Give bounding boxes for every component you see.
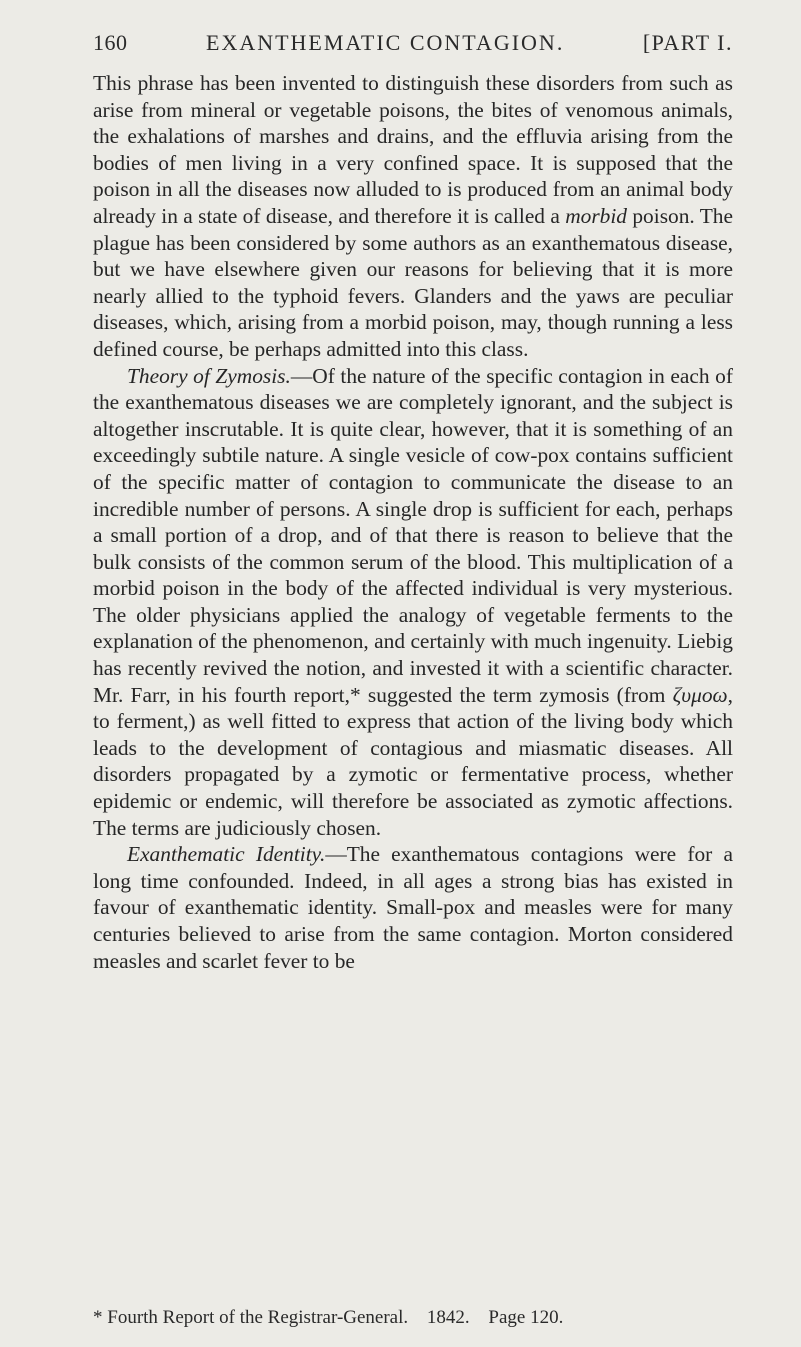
footnote [93,1306,733,1330]
part-label: [PART I. [642,30,733,55]
section-heading: Theory of Zymosis. [127,363,291,388]
body-text [93,70,733,974]
paragraph-theory-of-zymosis [93,363,733,842]
text-segment: poison. The plague has been considered by some authors as an exanthematous disease, but we have elsewhere given our reasons for believing that it is more nearly allied to the typhoid fevers. Glanders and the yaws are peculiar diseases, which, arising from a morbid poison, may, though running a less defined course, be perhaps admitted into this class. [93,203,733,361]
page-number: 160 [93,30,128,55]
text-segment: This phrase has been invented to distinguish these disorders from such as arise from mineral or vegetable poisons, the bites of venomous animals, the exhalations of marshes and drains, and the effluvia arising from the bodies of men living in a very confined space. It is supposed that the poison in all the diseases now alluded to is produced from an animal body already in a state of disease, and therefore it is called a [93,71,733,228]
text-segment: , to ferment,) as well fitted to express that action of the living body which leads to the development of contagious and miasmatic diseases. All disorders propagated by a zymotic or fermentative process, whether epidemic or endemic, will therefore be associated as zymotic affections. The terms are judiciously chosen. [93,682,733,840]
footnote-text: * Fourth Report of the Registrar-General. [93,1307,409,1328]
book-page [93,28,733,974]
italic-term: morbid [565,203,628,228]
running-title: EXANTHEMATIC CONTAGION. [206,30,565,55]
footnote-year: 1842. [426,1307,470,1328]
running-header [93,28,733,58]
footnote-page: Page 120. [488,1307,564,1328]
greek-term: ζυμοω [672,682,728,707]
text-segment: —The exanthematous contagions were for a long time confounded. Indeed, in all ages a strong bias has existed in favour of exanthematic identity. Small-pox and measles were for many centuries believed to arise from the same contagion. Morton considered measles and scarlet fever to be [93,842,734,973]
section-heading: Exanthematic Identity. [127,842,326,867]
text-segment: —Of the nature of the specific contagion in each of the exanthematous diseases we are completely ignorant, and the subject is altogether inscrutable. It is quite clear, however, that it is something of an exceedingly subtile nature. A single vesicle of cow-pox contains sufficient of the specific matter of contagion to communicate the disease to an incredible number of persons. A single drop is sufficient for each, perhaps a small portion of a drop, and of that there is reason to believe that the bulk consists of the common serum of the blood. This multiplication of a morbid poison in the body of the affected individual is very mysterious. The older physicians applied the analogy of vegetable ferments to the explanation of the phenomenon, and certainly with much ingenuity. Liebig has recently revived the notion, and invested it with a scientific character. Mr. Farr, in his fourth report,* suggested the term zymosis (from [93,363,733,707]
paragraph-zymotic-intro [93,70,733,363]
paragraph-exanthematic-identity [93,841,733,974]
